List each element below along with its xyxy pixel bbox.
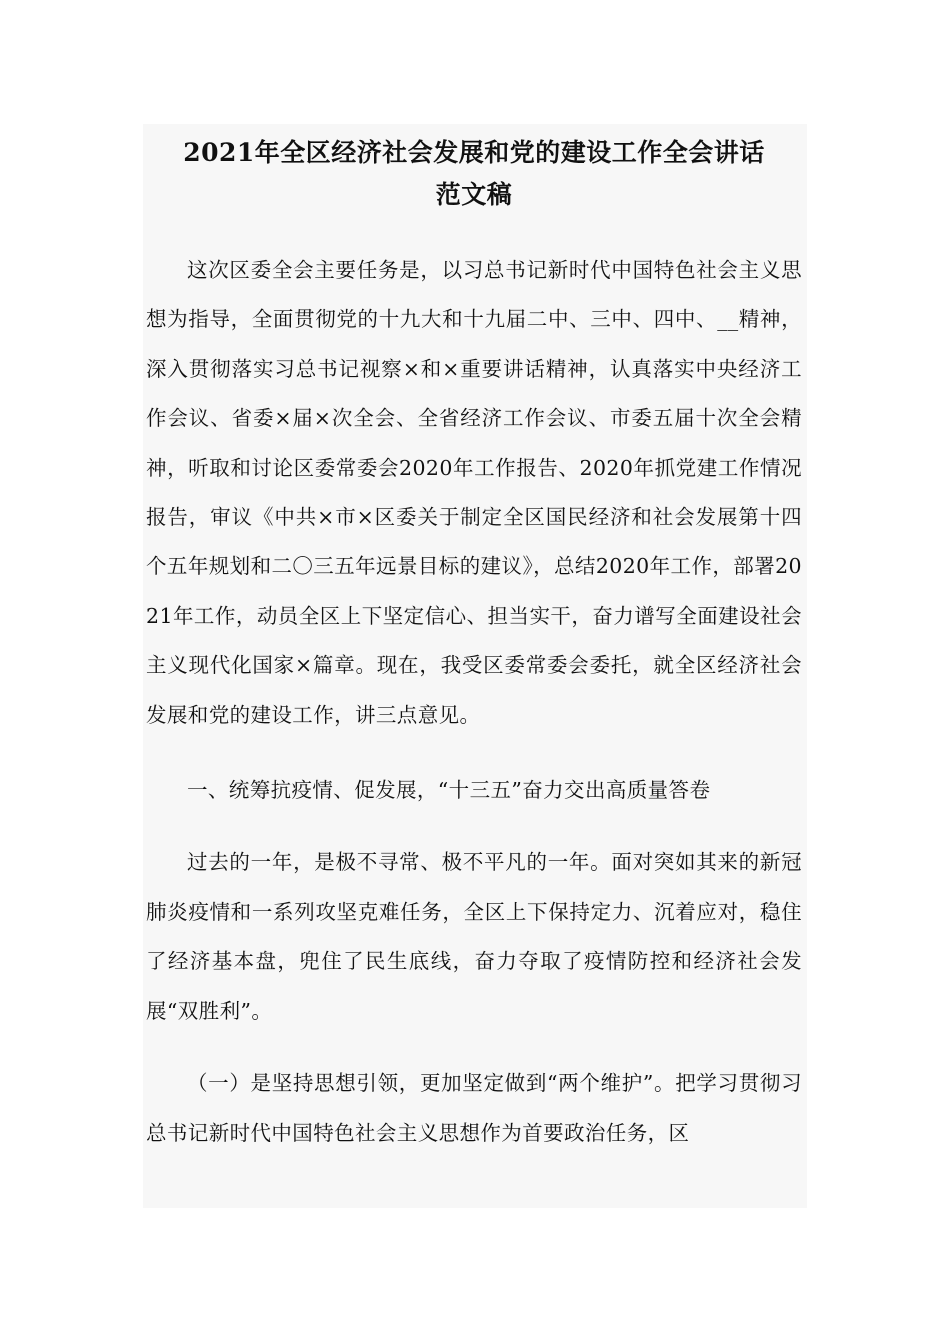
document-body xyxy=(146,132,802,1158)
section-heading: 一、统筹抗疫情、促发展，“十三五”奋力交出高质量答卷 xyxy=(187,778,711,803)
title-line-1: 2021年全区经济社会发展和党的建设工作全会讲话 xyxy=(183,138,765,167)
review-paragraph: 过去的一年，是极不寻常、极不平凡的一年。面对突如其来的新冠肺炎疫情和一系列攻坚克难任务，全区上下保持定力、沉着应对，稳住了经济基本盘，兜住了民生底线，奋力夺取了疫情防控和经济社会发展“双胜利”。 xyxy=(146,850,802,1023)
title-line-2: 范文稿 xyxy=(435,180,513,209)
paragraph-list xyxy=(146,246,802,1158)
subsection-paragraph: （一）是坚持思想引领，更加坚定做到“两个维护”。把学习贯彻习总书记新时代中国特色社会主义思想作为首要政治任务，区 xyxy=(146,1071,802,1145)
intro-paragraph: 这次区委全会主要任务是，以习总书记新时代中国特色社会主义思想为指导，全面贯彻党的十九大和十九届二中、三中、四中、__精神，深入贯彻落实习总书记视察×和×重要讲话精神，认真落实中央经济工作会议、省委×届×次全会、全省经济工作会议、市委五届十次全会精神，听取和讨论区委常委会2020年工作报告、2020年抓党建工作情况报告，审议《中共×市×区委关于制定全区国民经济和社会发展第十四个五年规划和二〇三五年远景目标的建议》，总结2020年工作，部署2021年工作，动员全区上下坚定信心、担当实干，奋力谱写全面建设社会主义现代化国家×篇章。现在，我受区委常委会委托，就全区经济社会发展和党的建设工作，讲三点意见。 xyxy=(146,258,802,727)
document-title xyxy=(146,132,802,216)
